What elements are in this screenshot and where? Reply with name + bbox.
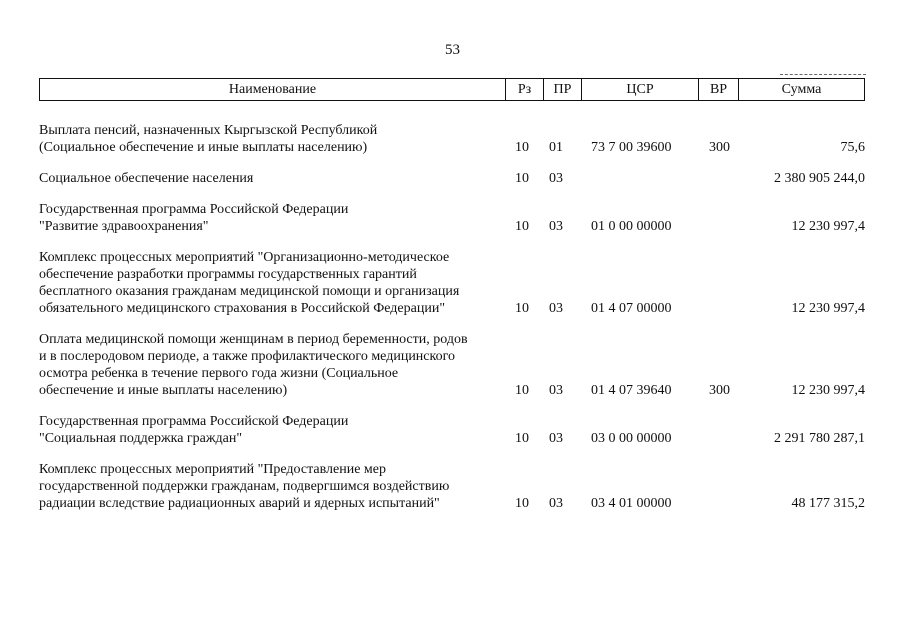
row-csr: 03 0 00 00000 — [591, 431, 672, 446]
row-vr: 300 — [709, 140, 730, 155]
table-row — [39, 461, 865, 512]
table-body — [39, 122, 865, 526]
row-name: Комплекс процессных мероприятий "Предоставление мер государственной поддержки гражданам, подвергшимся воздействию радиации вследствие радиационных аварий и ядерных испытаний" — [39, 462, 450, 511]
row-rz: 10 — [515, 431, 529, 446]
row-pr: 03 — [549, 496, 563, 511]
header-rz: Рз — [506, 79, 544, 100]
row-name: Выплата пенсий, назначенных Кыргызской Республикой (Социальное обеспечение и иные выплаты населению) — [39, 123, 378, 155]
row-name: Государственная программа Российской Федерации "Развитие здравоохранения" — [39, 202, 349, 234]
row-csr: 01 0 00 00000 — [591, 219, 672, 234]
table-row — [39, 122, 865, 156]
row-pr: 03 — [549, 383, 563, 398]
header-pr: ПР — [544, 79, 582, 100]
row-name: Комплекс процессных мероприятий "Организационно-методическое обеспечение разработки программы государственных гарантий бесплатного оказания гражданам медицинской помощи и организация обязательного медицинского страхования в Российской Федерации" — [39, 250, 460, 316]
row-sum: 12 230 997,4 — [791, 219, 865, 234]
row-name: Государственная программа Российской Федерации "Социальная поддержка граждан" — [39, 414, 349, 446]
row-csr: 01 4 07 39640 — [591, 383, 672, 398]
row-pr: 03 — [549, 301, 563, 316]
row-name: Оплата медицинской помощи женщинам в период беременности, родов и в послеродовом периоде, а также профилактического медицинского осмотра ребенка в течение первого года жизни (Социальное обеспечение и иные выплаты населению) — [39, 332, 468, 398]
table-row — [39, 249, 865, 317]
row-rz: 10 — [515, 383, 529, 398]
header-name: Наименование — [40, 79, 506, 100]
header-csr: ЦСР — [582, 79, 699, 100]
row-rz: 10 — [515, 219, 529, 234]
table-row — [39, 331, 865, 399]
row-rz: 10 — [515, 171, 529, 186]
table-header — [39, 78, 865, 101]
row-sum: 48 177 315,2 — [791, 496, 865, 511]
table-row — [39, 170, 865, 187]
header-vr: ВР — [699, 79, 739, 100]
row-rz: 10 — [515, 496, 529, 511]
row-pr: 01 — [549, 140, 563, 155]
page-number: 53 — [445, 42, 460, 58]
row-csr: 03 4 01 00000 — [591, 496, 672, 511]
row-rz: 10 — [515, 140, 529, 155]
row-name: Социальное обеспечение населения — [39, 171, 254, 186]
table-row — [39, 201, 865, 235]
table-row — [39, 413, 865, 447]
row-vr: 300 — [709, 383, 730, 398]
header-top-marks — [780, 74, 866, 76]
row-rz: 10 — [515, 301, 529, 316]
row-pr: 03 — [549, 171, 563, 186]
row-sum: 12 230 997,4 — [791, 383, 865, 398]
row-pr: 03 — [549, 219, 563, 234]
row-sum: 2 291 780 287,1 — [774, 431, 865, 446]
row-pr: 03 — [549, 431, 563, 446]
row-sum: 2 380 905 244,0 — [774, 171, 865, 186]
row-sum: 75,6 — [840, 140, 865, 155]
header-sum: Сумма — [781, 82, 822, 97]
row-sum: 12 230 997,4 — [791, 301, 865, 316]
row-csr: 01 4 07 00000 — [591, 301, 672, 316]
row-csr: 73 7 00 39600 — [591, 140, 672, 155]
